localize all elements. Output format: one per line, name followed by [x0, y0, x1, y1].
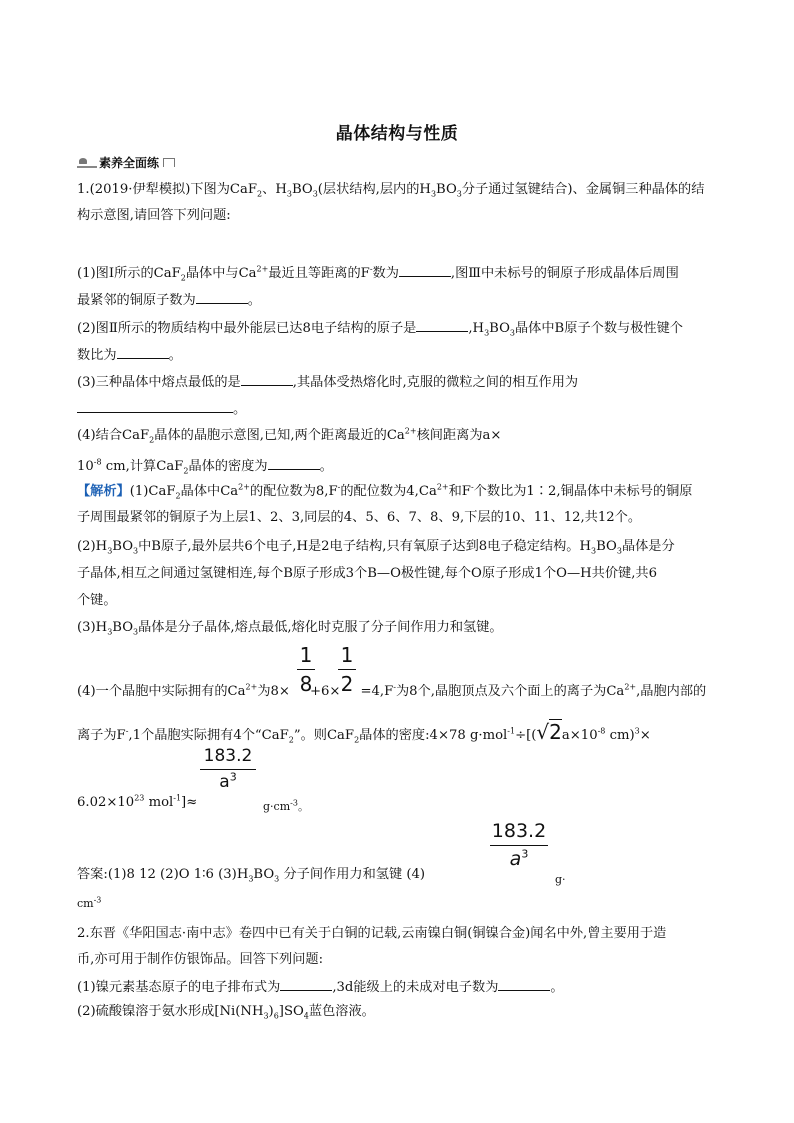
- analysis-line2: 子周围最紧邻的铜原子为上层1、2、3,同层的4、5、6、7、8、9,下层的10、11、12,共12个。: [77, 510, 642, 525]
- answer-blank[interactable]: [399, 264, 451, 277]
- q2-stem-line2: 币,亦可用于制作仿银饰品。回答下列问题:: [77, 952, 324, 967]
- q1-part3-line1: (3)三种晶体中熔点最低的是 ,其晶体受热熔化时,克服的微粒之间的相互作用为: [77, 375, 579, 390]
- pen-icon: [77, 157, 97, 168]
- q2-stem-line1: 2.东晋《华阳国志·南中志》卷四中已有关于白铜的记载,云南镍白铜(铜镍合金)闻名中外,曾主要用于造: [77, 926, 667, 941]
- answer-blank[interactable]: [241, 373, 293, 386]
- q1-part1-line1: (1)图Ⅰ所示的CaF$_2$晶体中与$Ca^{2+}$最近且等距离的F-数为 ,图Ⅲ中未标号的铜原子形成晶体后周围: [77, 264, 679, 283]
- q1-stem-line1: 1.(2019·伊犁模拟)下图为CaF$_2$、$H_3BO_3$(层状结构,层内的$H_3BO_3$分子通过氢键结合)、金属铜三种晶体的结: [77, 182, 705, 199]
- answer-line1: 答案:(1)8 12 (2)O 1∶6 $(3)H_3BO_3$ 分子间作用力和氢键 (4): [77, 867, 426, 884]
- analysis-line1: 【解析】(1)CaF$_2$晶体中$Ca^{2+}$的配位数为8,F-的配位数为$4,Ca^{2+}$和F-个数比为1∶2,铜晶体中未标号的铜原: [77, 482, 693, 501]
- section-label: 素养全面练: [99, 156, 160, 170]
- analysis-line4: 子晶体,相互之间通过氢键相连,每个B原子形成3个B—O极性键,每个O原子形成1个O—H共价键,共6: [77, 566, 658, 581]
- answer-blank[interactable]: [196, 291, 248, 304]
- analysis-line9: $6.02\times 10^{23}$ mol$^{-1}$]≈: [77, 793, 198, 810]
- q1-part2-line2: 数比为 。: [77, 348, 182, 363]
- answer-blank[interactable]: [416, 319, 468, 332]
- q1-part2-line1: (2)图Ⅱ所示的物质结构中最外能层已达8电子结构的原子是 $,H_3BO_3$晶体中B原子个数与极性键个: [77, 321, 683, 338]
- analysis-line3: $(2)H_3BO_3$中B原子,最外层共6个电子,H是2电子结构,只有氧原子达到8电子稳定结构。$H_3BO_3$晶体是分: [77, 539, 675, 556]
- answer-blank[interactable]: [268, 457, 320, 470]
- analysis-tag: 【解析】: [77, 484, 130, 499]
- analysis-line7: (4)一个晶胞中实际拥有的$Ca^{2+}$为8× +6× =4,F-为8个,晶胞顶点及六个面上的离子为$Ca^{2+}$,晶胞内部的: [77, 682, 707, 699]
- analysis-line8: 离子为F-,1个晶胞实际拥有4个“CaF$_2$”。则CaF$_2$晶体的密度:4×78 $g\cdot mol^{-1}\div[(√2a\times 10^{-8}$ cm)$^3$×: [77, 720, 651, 745]
- section-header: [77, 154, 175, 171]
- fraction-density: 183.2 $a^3$: [200, 748, 256, 791]
- answer-blank[interactable]: [498, 978, 550, 991]
- answer-fraction: 183.2 $a^3$: [491, 820, 547, 870]
- answer-blank[interactable]: [280, 978, 332, 991]
- q1-part1-line2: 最紧邻的铜原子数为 。: [77, 293, 261, 308]
- page-title: 晶体结构与性质: [335, 124, 459, 144]
- q1-part4-line1: (4)结合CaF$_2$晶体的晶胞示意图,已知,两个距离最近的$Ca^{2+}$核间距离为a×: [77, 426, 502, 445]
- answer-unit-cont: $cm^{-3}$: [77, 895, 102, 910]
- q1-part4-line2: $10^{-8}$ cm,计算CaF$_2$晶体的密度为 。: [77, 457, 333, 476]
- fraction-one-eighth: 1 8: [297, 645, 315, 694]
- fraction-one-half: 1 2: [338, 645, 356, 694]
- analysis-unit: $g\cdot cm^{-3}$。: [263, 798, 309, 813]
- answer-unit: g·: [555, 873, 566, 886]
- analysis-line6: $(3)H_3BO_3$晶体是分子晶体,熔点最低,熔化时克服了分子间作用力和氢键。: [77, 620, 503, 637]
- sqrt-symbol: √: [536, 720, 550, 744]
- tab-icon: [163, 158, 175, 167]
- q2-part1: (1)镍元素基态原子的电子排布式为 ,3d能级上的未成对电子数为 。: [77, 980, 564, 995]
- answer-blank[interactable]: [117, 346, 169, 359]
- q1-part3-line2: 。: [77, 400, 246, 416]
- q1-stem-line2: 构示意图,请回答下列问题:: [77, 208, 231, 223]
- q2-part2: (2)硫酸镍溶于氨水形成$[Ni(NH_3)_6]SO_4$蓝色溶液。: [77, 1004, 375, 1021]
- analysis-line5: 个键。: [77, 593, 117, 608]
- answer-blank[interactable]: [77, 400, 233, 413]
